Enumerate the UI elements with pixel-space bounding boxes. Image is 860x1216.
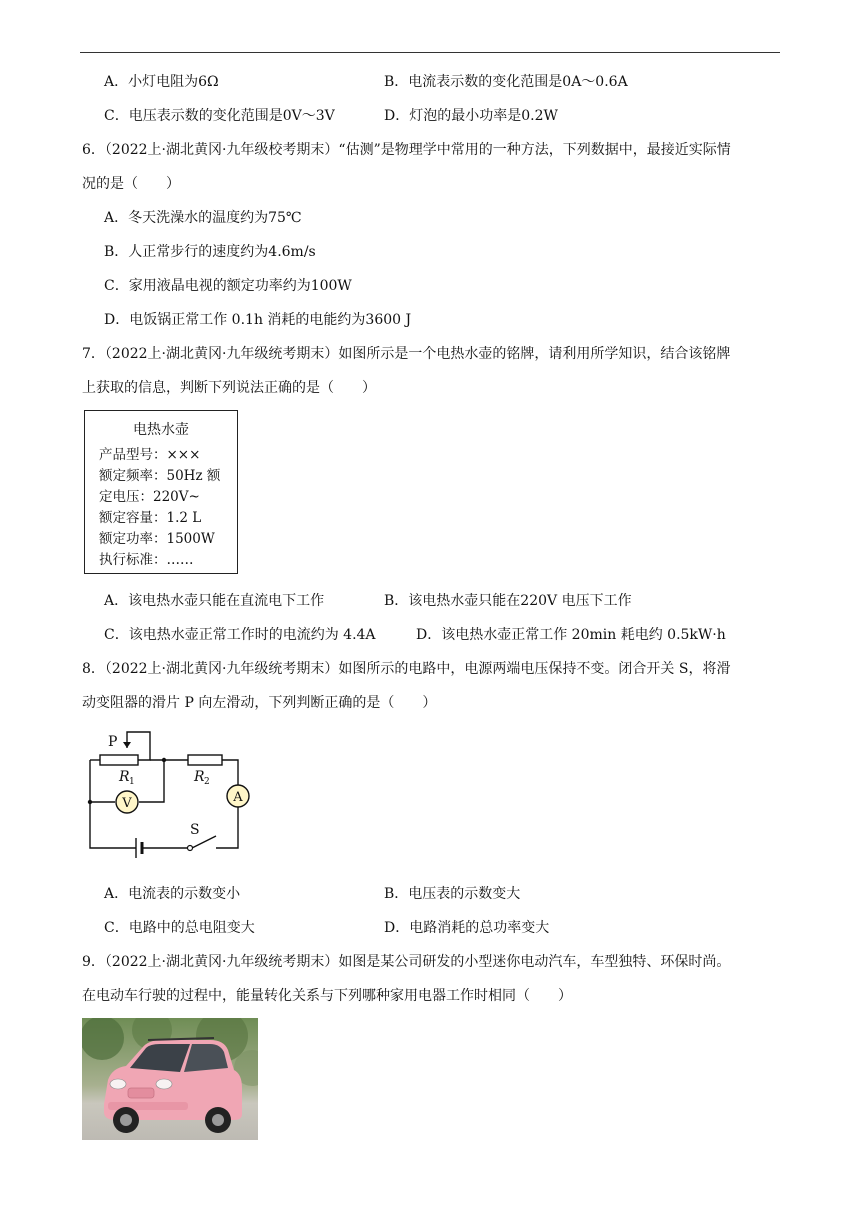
ammeter-label: A: [233, 790, 243, 805]
header-rule: [80, 52, 780, 53]
circuit-diagram: [80, 724, 270, 864]
nameplate-line: 执行标准：……: [99, 552, 194, 568]
q8-stem-line1: 8．（2022上·湖北黄冈·九年级统考期末）如图所示的电路中，电源两端电压保持不变。闭合开关 S，将滑: [82, 661, 731, 677]
switch-label: S: [190, 822, 200, 838]
q7-option-b: B．该电热水壶只能在220V 电压下工作: [384, 593, 632, 609]
resistor-r2: [188, 755, 222, 765]
q6-stem-line1: 6．（2022上·湖北黄冈·九年级校考期末）“估测”是物理学中常用的一种方法，下列数据中，最接近实际情: [82, 142, 731, 158]
q5-option-d: D．灯泡的最小功率是0.2W: [384, 108, 558, 124]
q9-stem-line1: 9．（2022上·湖北黄冈·九年级统考期末）如图是某公司研发的小型迷你电动汽车，车型独特、环保时尚。: [82, 954, 731, 970]
q6-option-c: C．家用液晶电视的额定功率约为100W: [104, 278, 352, 294]
kettle-nameplate: [84, 410, 238, 574]
q5-option-a: A．小灯电阻为6Ω: [104, 74, 219, 90]
q8-option-a: A．电流表的示数变小: [104, 886, 241, 902]
q7-option-c: C．该电热水壶正常工作时的电流约为 4.4A: [104, 627, 376, 643]
voltmeter-label: V: [122, 796, 132, 811]
resistor-r1: [100, 755, 138, 765]
q5-option-b: B．电流表示数的变化范围是0A～0.6A: [384, 74, 628, 90]
nameplate-line: 定电压：220V~: [99, 489, 200, 505]
q9-stem-line2: 在电动车行驶的过程中，能量转化关系与下列哪种家用电器工作时相同（ ）: [82, 988, 572, 1004]
q5-option-c: C．电压表示数的变化范围是0V～3V: [104, 108, 335, 124]
q6-stem-line2: 况的是（ ）: [82, 176, 180, 192]
q7-stem-line2: 上获取的信息，判断下列说法正确的是（ ）: [82, 380, 376, 396]
q6-option-d: D．电饭锅正常工作 0.1h 消耗的电能约为3600 J: [104, 312, 412, 328]
q7-stem-line1: 7．（2022上·湖北黄冈·九年级统考期末）如图所示是一个电热水壶的铭牌，请利用所学知识，结合该铭牌: [82, 346, 731, 362]
slider-p-label: P: [108, 734, 118, 750]
q6-option-b: B．人正常步行的速度约为4.6m/s: [104, 244, 316, 260]
nameplate-line: 产品型号：×××: [99, 447, 201, 463]
nameplate-title: 电热水壶: [133, 422, 189, 438]
q8-option-b: B．电压表的示数变大: [384, 886, 521, 902]
q7-option-d: D．该电热水壶正常工作 20min 耗电约 0.5kW·h: [416, 627, 726, 643]
r2-label: R: [194, 769, 205, 785]
q7-option-a: A．该电热水壶只能在直流电下工作: [104, 593, 325, 609]
r1-label: R: [119, 769, 130, 785]
r1-subscript: 1: [129, 777, 135, 787]
q8-option-c: C．电路中的总电阻变大: [104, 920, 255, 936]
nameplate-line: 额定频率：50Hz 额: [99, 468, 221, 484]
q8-option-d: D．电路消耗的总功率变大: [384, 920, 550, 936]
nameplate-line: 额定功率：1500W: [99, 531, 215, 547]
r2-subscript: 2: [204, 777, 210, 787]
q8-stem-line2: 动变阻器的滑片 P 向左滑动，下列判断正确的是（ ）: [82, 695, 437, 711]
q6-option-a: A．冬天洗澡水的温度约为75℃: [104, 210, 302, 226]
electric-car-photo: [82, 1018, 258, 1140]
nameplate-line: 额定容量：1.2 L: [99, 510, 202, 526]
slider-arrow-icon: [123, 742, 131, 748]
